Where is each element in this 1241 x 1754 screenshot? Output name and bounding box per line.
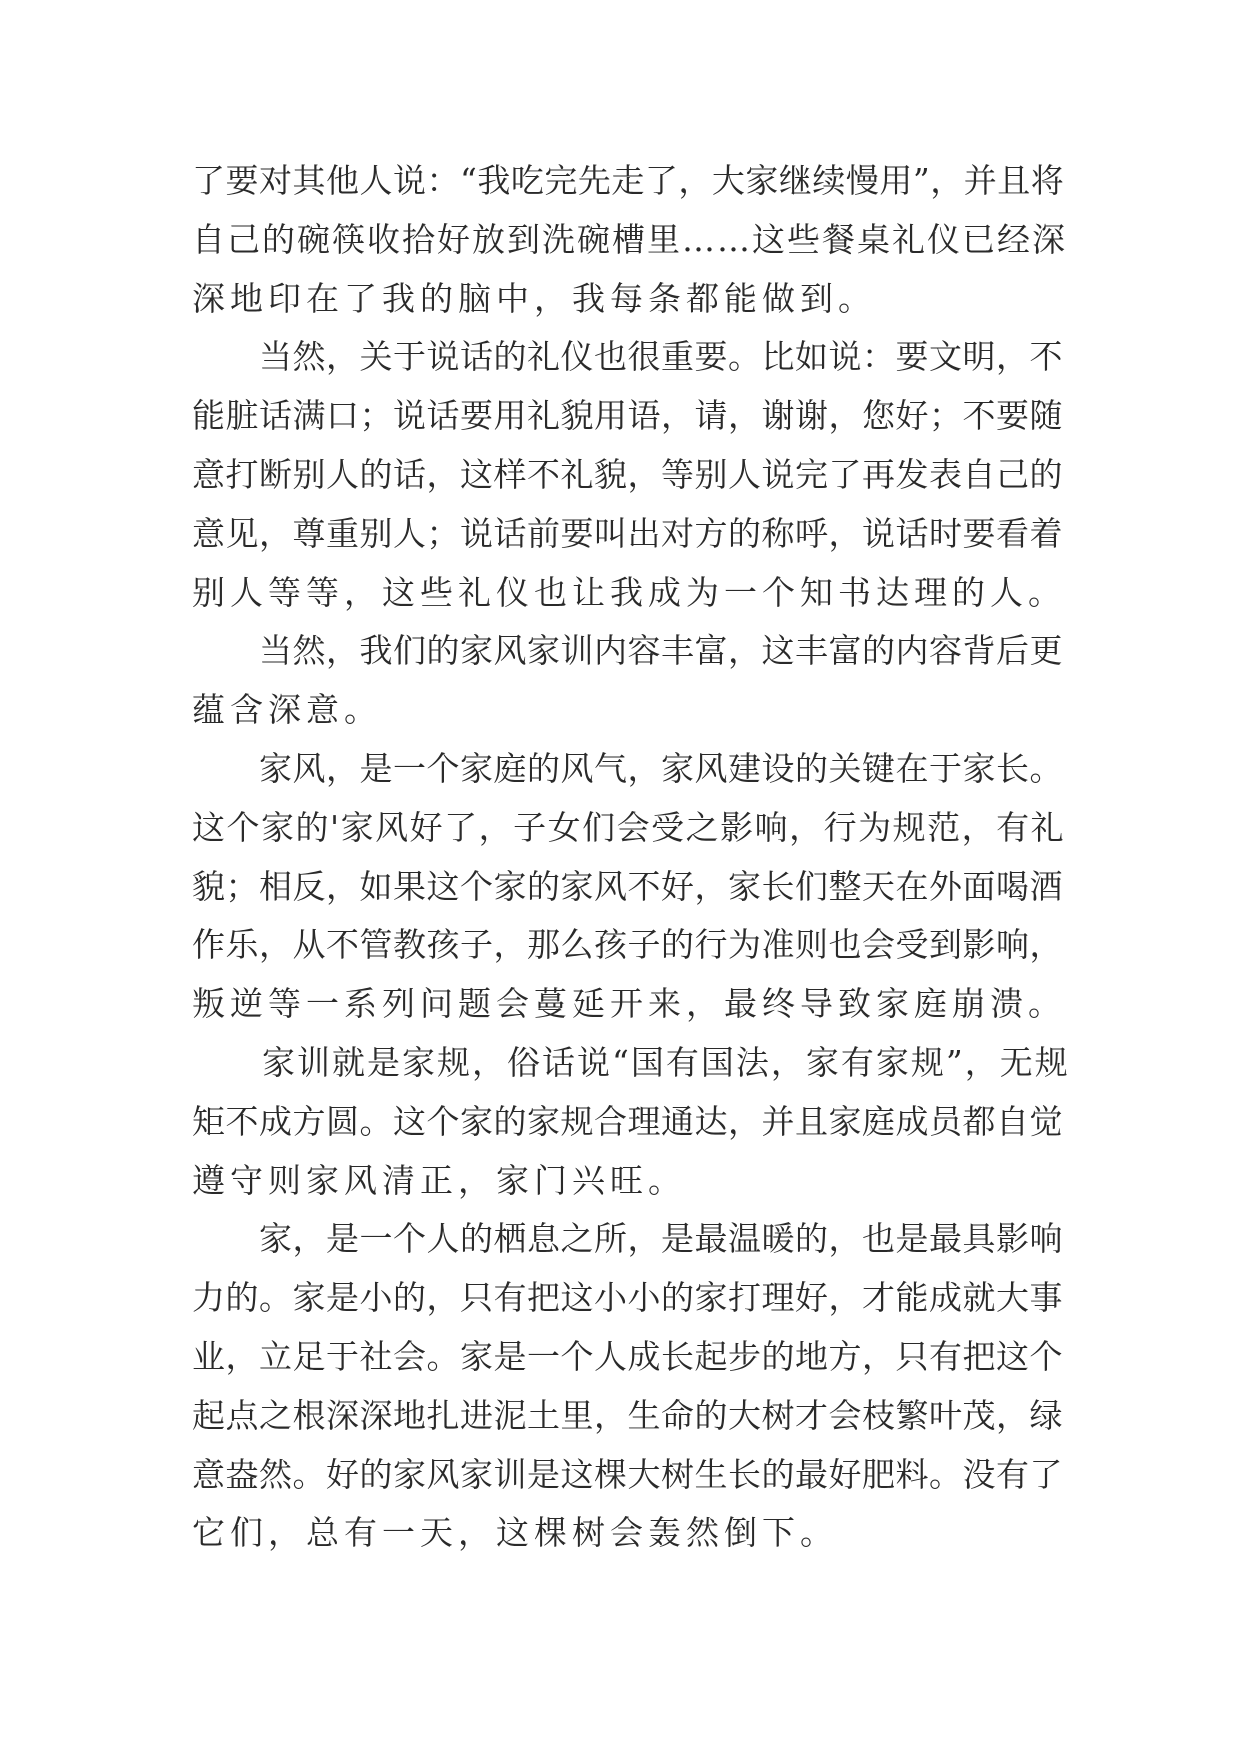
text-line: 遵守则家风清正，家门兴旺。 (192, 1160, 686, 1200)
text-line: 家，是一个人的栖息之所，是最温暖的，也是最具影响 (192, 1219, 1063, 1259)
text-line: 当然，我们的家风家训内容丰富，这丰富的内容背后更 (192, 631, 1063, 671)
text-line: 自己的碗筷收拾好放到洗碗槽里……这些餐桌礼仪已经深 (192, 219, 1067, 259)
text-line: 矩不成方圆。这个家的家规合理通达，并且家庭成员都自觉 (192, 1101, 1063, 1141)
text-line: 貌；相反，如果这个家的家风不好，家长们整天在外面喝酒 (192, 866, 1063, 906)
text-line: 作乐，从不管教孩子，那么孩子的行为准则也会受到影响， (192, 925, 1063, 965)
text-line: 它们，总有一天，这棵树会轰然倒下。 (192, 1513, 838, 1553)
text-line: 意盎然。好的家风家训是这棵大树生长的最好肥料。没有了 (192, 1454, 1063, 1494)
text-line: 意见，尊重别人；说话前要叫出对方的称呼，说话时要看着 (192, 513, 1063, 553)
text-line: 蕴含深意。 (192, 690, 382, 730)
text-line: 深地印在了我的脑中，我每条都能做到。 (192, 278, 876, 318)
text-line: 意打断别人的话，这样不礼貌，等别人说完了再发表自己的 (192, 454, 1063, 494)
text-line: 业，立足于社会。家是一个人成长起步的地方，只有把这个 (192, 1336, 1063, 1376)
text-line: 当然，关于说话的礼仪也很重要。比如说：要文明，不 (192, 337, 1063, 377)
text-line: 家训就是家规，俗话说“国有国法，家有家规”，无规 (192, 1042, 1070, 1082)
text-line: 叛逆等一系列问题会蔓延开来，最终导致家庭崩溃。 (192, 984, 1066, 1024)
text-line: 家风，是一个家庭的风气，家风建设的关键在于家长。 (192, 748, 1063, 788)
text-line: 力的。家是小的，只有把这小小的家打理好，才能成就大事 (192, 1278, 1063, 1318)
text-line: 别人等等，这些礼仪也让我成为一个知书达理的人。 (192, 572, 1066, 612)
text-line: 了要对其他人说：“我吃完先走了，大家继续慢用”，并且将 (192, 161, 1065, 200)
text-line: 起点之根深深地扎进泥土里，生命的大树才会枝繁叶茂，绿 (192, 1395, 1063, 1435)
text-line: 能脏话满口；说话要用礼貌用语，请，谢谢，您好；不要随 (192, 396, 1063, 436)
text-line: 这个家的'家风好了，子女们会受之影响，行为规范，有礼 (192, 807, 1066, 847)
body-text (192, 152, 1072, 1563)
